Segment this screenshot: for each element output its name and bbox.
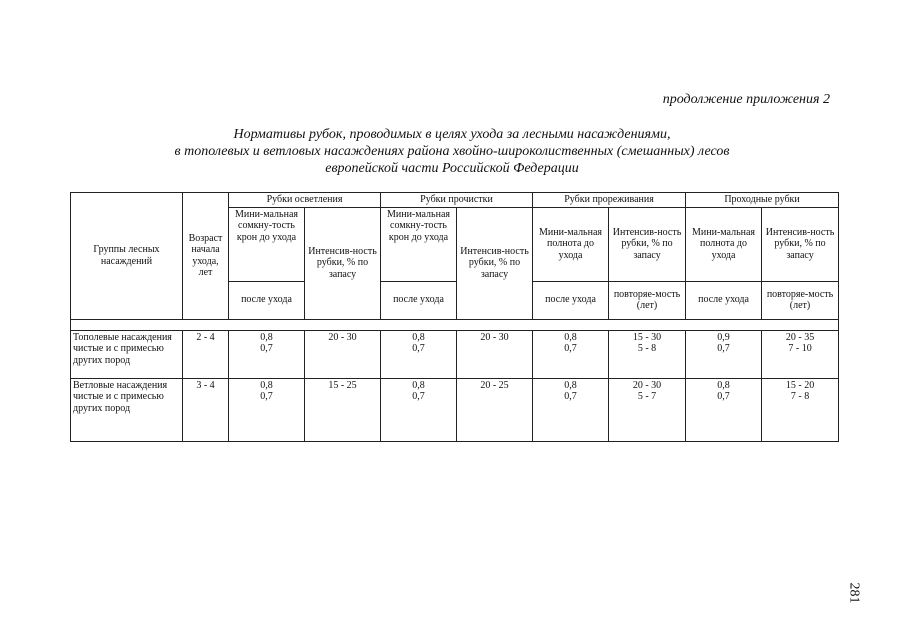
spacer-row xyxy=(71,319,839,330)
value-before: 0,8 xyxy=(564,331,577,343)
subheader-min-closure: Мини-мальная сомкну-тость крон до ухода xyxy=(229,207,305,281)
value-after: 0,7 xyxy=(260,343,273,354)
appendix-label: продолжение приложения 2 xyxy=(662,92,830,107)
group-header: Проходные рубки xyxy=(686,193,839,208)
cell xyxy=(381,330,457,378)
cell xyxy=(229,378,305,441)
row-age: 2 - 4 xyxy=(183,330,229,378)
value-after: 0,7 xyxy=(717,391,730,402)
group-header-row xyxy=(71,193,839,208)
subheader-min-closure: Мини-мальная сомкну-тость крон до ухода xyxy=(381,207,457,281)
subheader-intensity: Интенсив-ность рубки, % по запасу xyxy=(609,207,686,281)
value-intensity: 15 - 20 xyxy=(785,379,815,391)
document-title xyxy=(0,126,904,177)
title-line: в тополевых и ветловых насаждениях района хвойно-широколиственных (смешанных) лесов xyxy=(174,144,730,159)
subheader-after: после ухода xyxy=(381,281,457,319)
cell: 20 - 30 xyxy=(305,330,381,378)
value-repeat: 5 - 7 xyxy=(637,391,657,402)
subheader-min-density: Мини-мальная полнота до ухода xyxy=(686,207,762,281)
norms-table xyxy=(70,192,839,442)
cell xyxy=(533,378,609,441)
cell: 15 - 25 xyxy=(305,378,381,441)
value-after: 0,7 xyxy=(260,391,273,402)
subheader-intensity: Интенсив-ность рубки, % по запасу xyxy=(457,207,533,319)
subheader-repeat: повторяе-мость (лет) xyxy=(609,281,686,319)
value-after: 0,7 xyxy=(717,343,730,354)
subheader-intensity: Интенсив-ность рубки, % по запасу xyxy=(762,207,839,281)
subheader-intensity: Интенсив-ность рубки, % по запасу xyxy=(305,207,381,319)
cell: 20 - 25 xyxy=(457,378,533,441)
cell xyxy=(609,378,686,441)
value-after: 0,7 xyxy=(564,391,577,402)
table-row xyxy=(71,330,839,378)
cell xyxy=(381,378,457,441)
page-number: 281 xyxy=(846,582,862,604)
group-header: Рубки прореживания xyxy=(533,193,686,208)
subheader-repeat: повторяе-мость (лет) xyxy=(762,281,839,319)
value-repeat: 7 - 8 xyxy=(790,391,810,402)
spacer-cell xyxy=(71,319,839,330)
cell xyxy=(229,330,305,378)
value-intensity: 20 - 30 xyxy=(632,379,662,391)
subheader-after: после ухода xyxy=(686,281,762,319)
value-repeat: 5 - 8 xyxy=(637,343,657,354)
cell xyxy=(609,330,686,378)
row-name: Ветловые насаждения чистые и с примесью других пород xyxy=(71,378,183,441)
value-after: 0,7 xyxy=(412,343,425,354)
subheader-after: после ухода xyxy=(533,281,609,319)
value-after: 0,7 xyxy=(412,391,425,402)
value-before: 0,8 xyxy=(412,331,425,343)
cell xyxy=(686,378,762,441)
title-line: Нормативы рубок, проводимых в целях ухода за лесными насаждениями, xyxy=(233,127,671,142)
title-line: европейской части Российской Федерации xyxy=(325,161,579,176)
row-name: Тополевые насаждения чистые и с примесью других пород xyxy=(71,330,183,378)
col-header-age: Возраст начала ухода, лет xyxy=(183,193,229,320)
value-intensity: 15 - 30 xyxy=(632,331,662,343)
value-before: 0,9 xyxy=(717,331,730,343)
value-repeat: 7 - 10 xyxy=(788,343,812,354)
table-row xyxy=(71,378,839,441)
group-header: Рубки прочистки xyxy=(381,193,533,208)
group-header: Рубки осветления xyxy=(229,193,381,208)
cell xyxy=(533,330,609,378)
row-age: 3 - 4 xyxy=(183,378,229,441)
value-before: 0,8 xyxy=(564,379,577,391)
subheader-min-density: Мини-мальная полнота до ухода xyxy=(533,207,609,281)
cell xyxy=(686,330,762,378)
cell: 20 - 30 xyxy=(457,330,533,378)
value-after: 0,7 xyxy=(564,343,577,354)
value-before: 0,8 xyxy=(260,379,273,391)
subheader-after: после ухода xyxy=(229,281,305,319)
value-before: 0,8 xyxy=(260,331,273,343)
cell xyxy=(762,378,839,441)
cell xyxy=(762,330,839,378)
col-header-group: Группы лесных насаждений xyxy=(71,193,183,320)
value-before: 0,8 xyxy=(717,379,730,391)
value-intensity: 20 - 35 xyxy=(785,331,815,343)
value-before: 0,8 xyxy=(412,379,425,391)
